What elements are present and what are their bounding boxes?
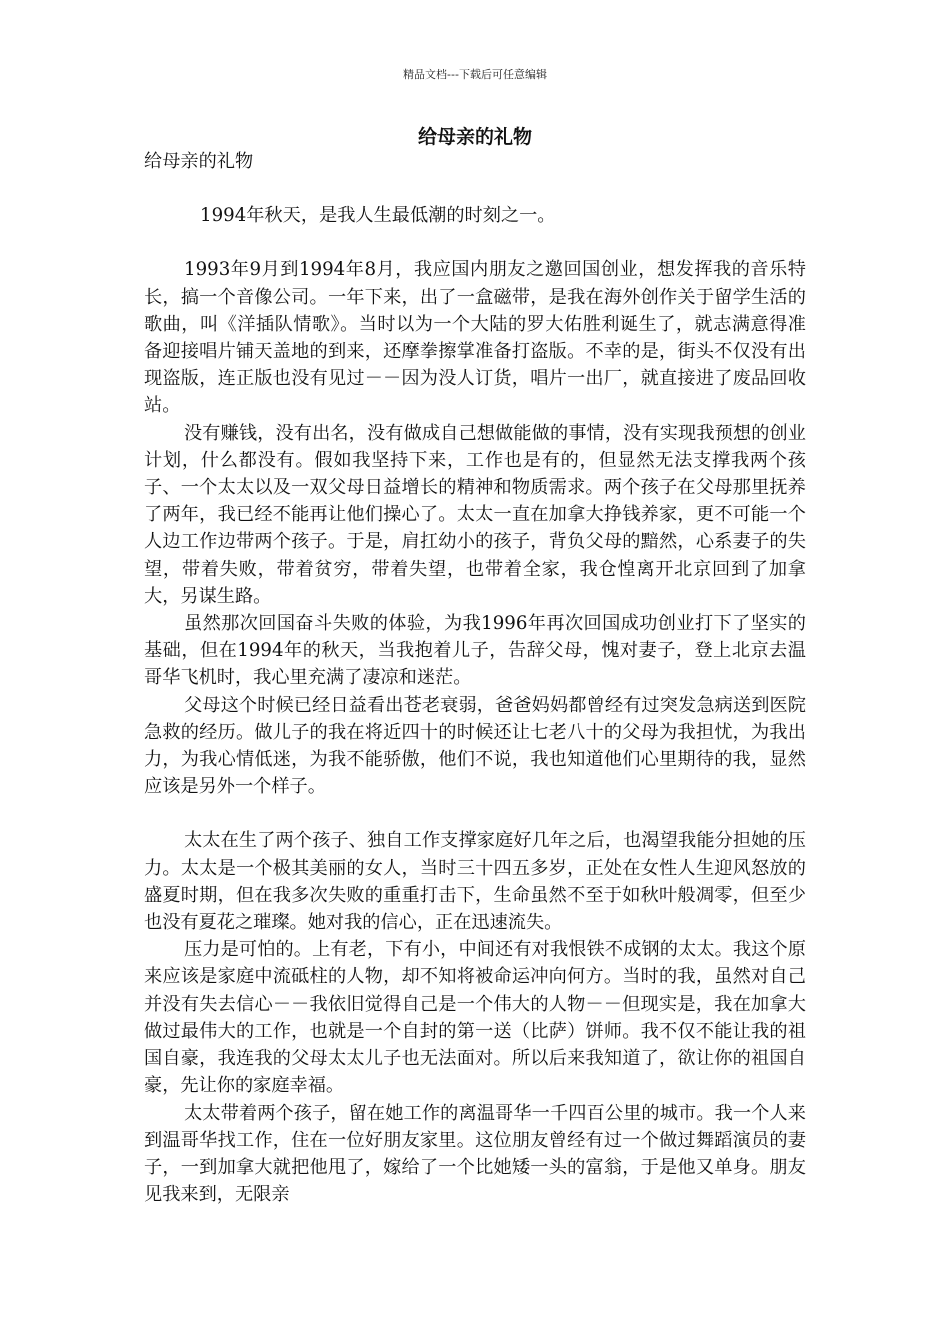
paragraph-8: 太太带着两个孩子，留在她工作的离温哥华一千四百公里的城市。我一个人来到温哥华找工作，住在一位好朋友家里。这位朋友曾经有过一个做过舞蹈演员的妻子，一到加拿大就把他甩了，嫁给了一个比她矮一头的富翁，于是他又单身。朋友见我来到，无限亲 — [144, 1102, 806, 1206]
paragraph-2: 1993年9月到1994年8月，我应国内朋友之邀回国创业，想发挥我的音乐特长，搞一个音像公司。一年下来，出了一盒磁带，是我在海外创作关于留学生活的歌曲，叫《洋插队情歌》。当时以为一个大陆的罗大佑胜利诞生了，就志满意得准备迎接唱片铺天盖地的到来，还摩拳擦掌准备打盗版。不幸的是，街头不仅没有出现盗版，连正版也没有见过－－因为没人订货，唱片一出厂，就直接进了废品回收站。 — [144, 259, 806, 417]
document-body — [144, 148, 806, 1208]
subtitle: 给母亲的礼物 — [144, 151, 254, 172]
document-title: 给母亲的礼物 — [417, 126, 532, 148]
paragraph-6: 太太在生了两个孩子、独自工作支撑家庭好几年之后，也渴望我能分担她的压力。太太是一个极其美丽的女人，当时三十四五多岁，正处在女性人生迎风怒放的盛夏时期，但在我多次失败的重重打击下，生命虽然不至于如秋叶般凋零，但至少也没有夏花之璀璨。她对我的信心，正在迅速流失。 — [144, 830, 806, 934]
paragraph-5: 父母这个时候已经日益看出苍老衰弱，爸爸妈妈都曾经有过突发急病送到医院急救的经历。做儿子的我在将近四十的时候还让七老八十的父母为我担忧，为我出力，为我心情低迷，为我不能骄傲，他们不说，我也知道他们心里期待的我，显然应该是另外一个样子。 — [144, 694, 806, 798]
paragraph-3: 没有赚钱，没有出名，没有做成自己想做能做的事情，没有实现我预想的创业计划，什么都没有。假如我坚持下来，工作也是有的，但显然无法支撑我两个孩子、一个太太以及一双父母日益增长的精神和物质需求。两个孩子在父母那里抚养了两年，我已经不能再让他们操心了。太太一直在加拿大挣钱养家，更不可能一个人边工作边带两个孩子。于是，肩扛幼小的孩子，背负父母的黯然，心系妻子的失望，带着失败，带着贫穷，带着失望，也带着全家，我仓惶离开北京回到了加拿大，另谋生路。 — [144, 422, 806, 607]
paragraph-1: 1994年秋天，是我人生最低潮的时刻之一。 — [200, 205, 556, 227]
header-note: 精品文档---下载后可任意编辑 — [403, 68, 547, 81]
paragraph-7: 压力是可怕的。上有老，下有小，中间还有对我恨铁不成钢的太太。我这个原来应该是家庭中流砥柱的人物，却不知将被命运冲向何方。当时的我，虽然对自己并没有失去信心－－我依旧觉得自己是一个伟大的人物－－但现实是，我在加拿大做过最伟大的工作，也就是一个自封的第一送（比萨）饼师。我不仅不能让我的祖国自豪，我连我的父母太太儿子也无法面对。所以后来我知道了，欲让你的祖国自豪，先让你的家庭幸福。 — [144, 939, 806, 1097]
paragraph-4: 虽然那次回国奋斗失败的体验，为我1996年再次回国成功创业打下了坚实的基础，但在1994年的秋天，当我抱着儿子，告辞父母，愧对妻子，登上北京去温哥华飞机时，我心里充满了凄凉和迷茫。 — [144, 613, 806, 689]
